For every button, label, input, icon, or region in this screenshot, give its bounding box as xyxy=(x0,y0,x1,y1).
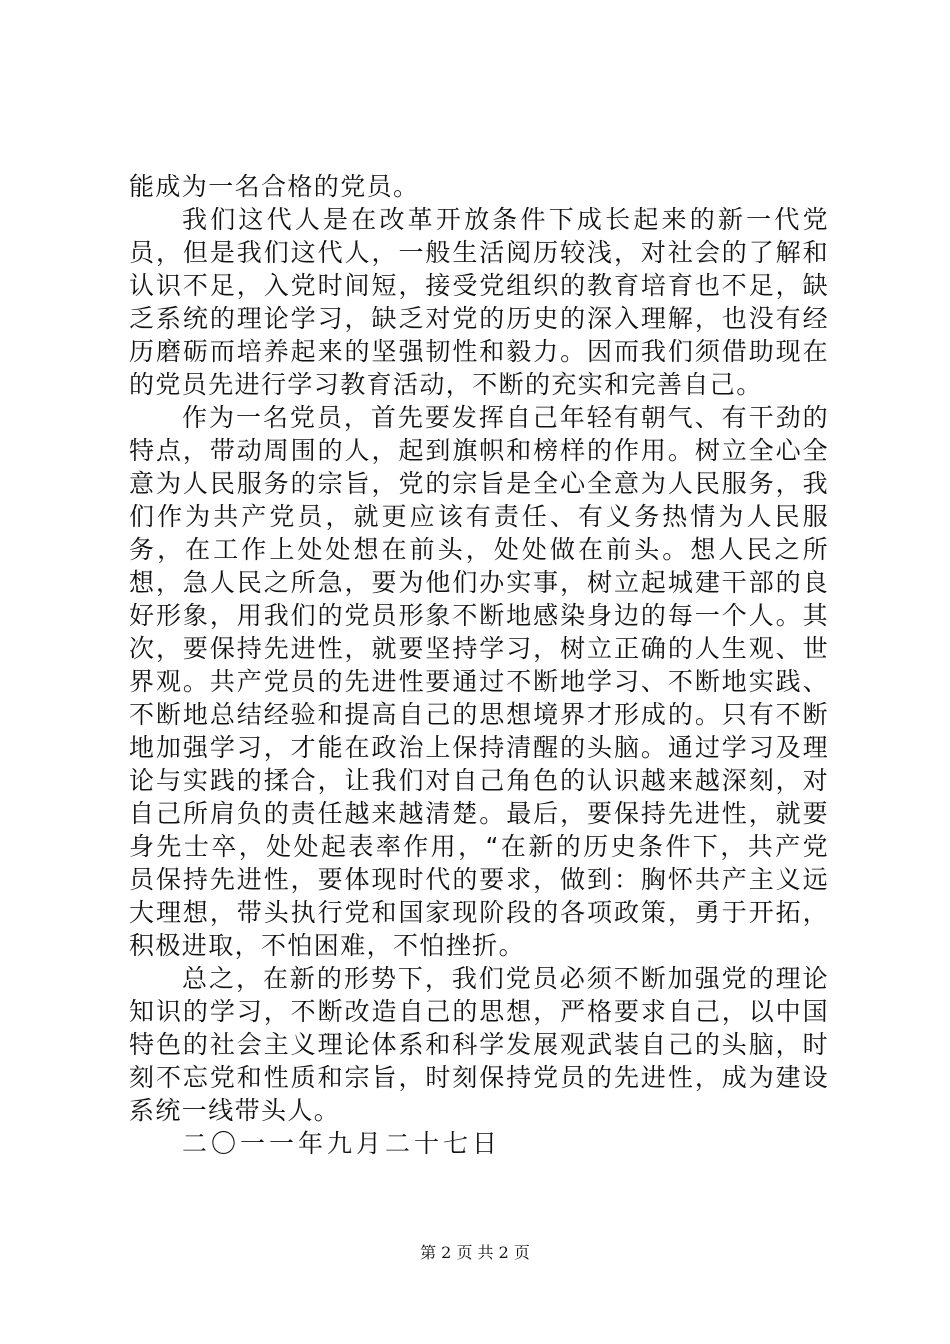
paragraph-conclusion: 总之，在新的形势下，我们党员必须不断加强党的理论知识的学习，不断改造自己的思想，严格要求自己，以中国特色的社会主义理论体系和科学发展观武装自己的头脑，时刻不忘党和性质和宗旨，时刻保持党员的先进性，成为建设系统一线带头人。 xyxy=(129,964,829,1125)
document-body xyxy=(129,170,829,1160)
document-date: 二〇一一年九月二十七日 xyxy=(182,1129,502,1158)
paragraph-party-member-role: 作为一名党员，首先要发挥自己年轻有朝气、有干劲的特点，带动周围的人，起到旗帜和榜样的作用。树立全心全意为人民服务的宗旨，党的宗旨是全心全意为人民服务，我们作为共产党员，就更应该有责任、有义务热情为人民服务，在工作上处处想在前头，处处做在前头。想人民之所想，急人民之所急，要为他们办实事，树立起城建干部的良好形象，用我们的党员形象不断地感染身边的每一个人。其次，要保持先进性，就要坚持学习，树立正确的人生观、世界观。共产党员的先进性要通过不断地学习、不断地实践、不断地总结经验和提高自己的思想境界才形成的。只有不断地加强学习，才能在政治上保持清醒的头脑。通过学习及理论与实践的揉合，让我们对自己角色的认识越来越深刻，对自己所肩负的责任越来越清楚。最后，要保持先进性，就要身先士卒，处处起表率作用，“在新的历史条件下，共产党员保持先进性，要体现时代的要求，做到：胸怀共产主义远大理想，带头执行党和国家现阶段的各项政策，勇于开拓，积极进取，不怕困难，不怕挫折。 xyxy=(129,403,829,960)
page-number-footer: 第 2 页 共 2 页 xyxy=(420,1243,530,1262)
paragraph-generation: 我们这代人是在改革开放条件下成长起来的新一代党员，但是我们这代人，一般生活阅历较浅，对社会的了解和认识不足，入党时间短，接受党组织的教育培育也不足，缺乏系统的理论学习，缺乏对党的历史的深入理解，也没有经历磨砺而培养起来的坚强韧性和毅力。因而我们须借助现在的党员先进行学习教育活动，不断的充实和完善自己。 xyxy=(129,205,829,399)
paragraph-continuation: 能成为一名合格的党员。 xyxy=(129,172,420,201)
